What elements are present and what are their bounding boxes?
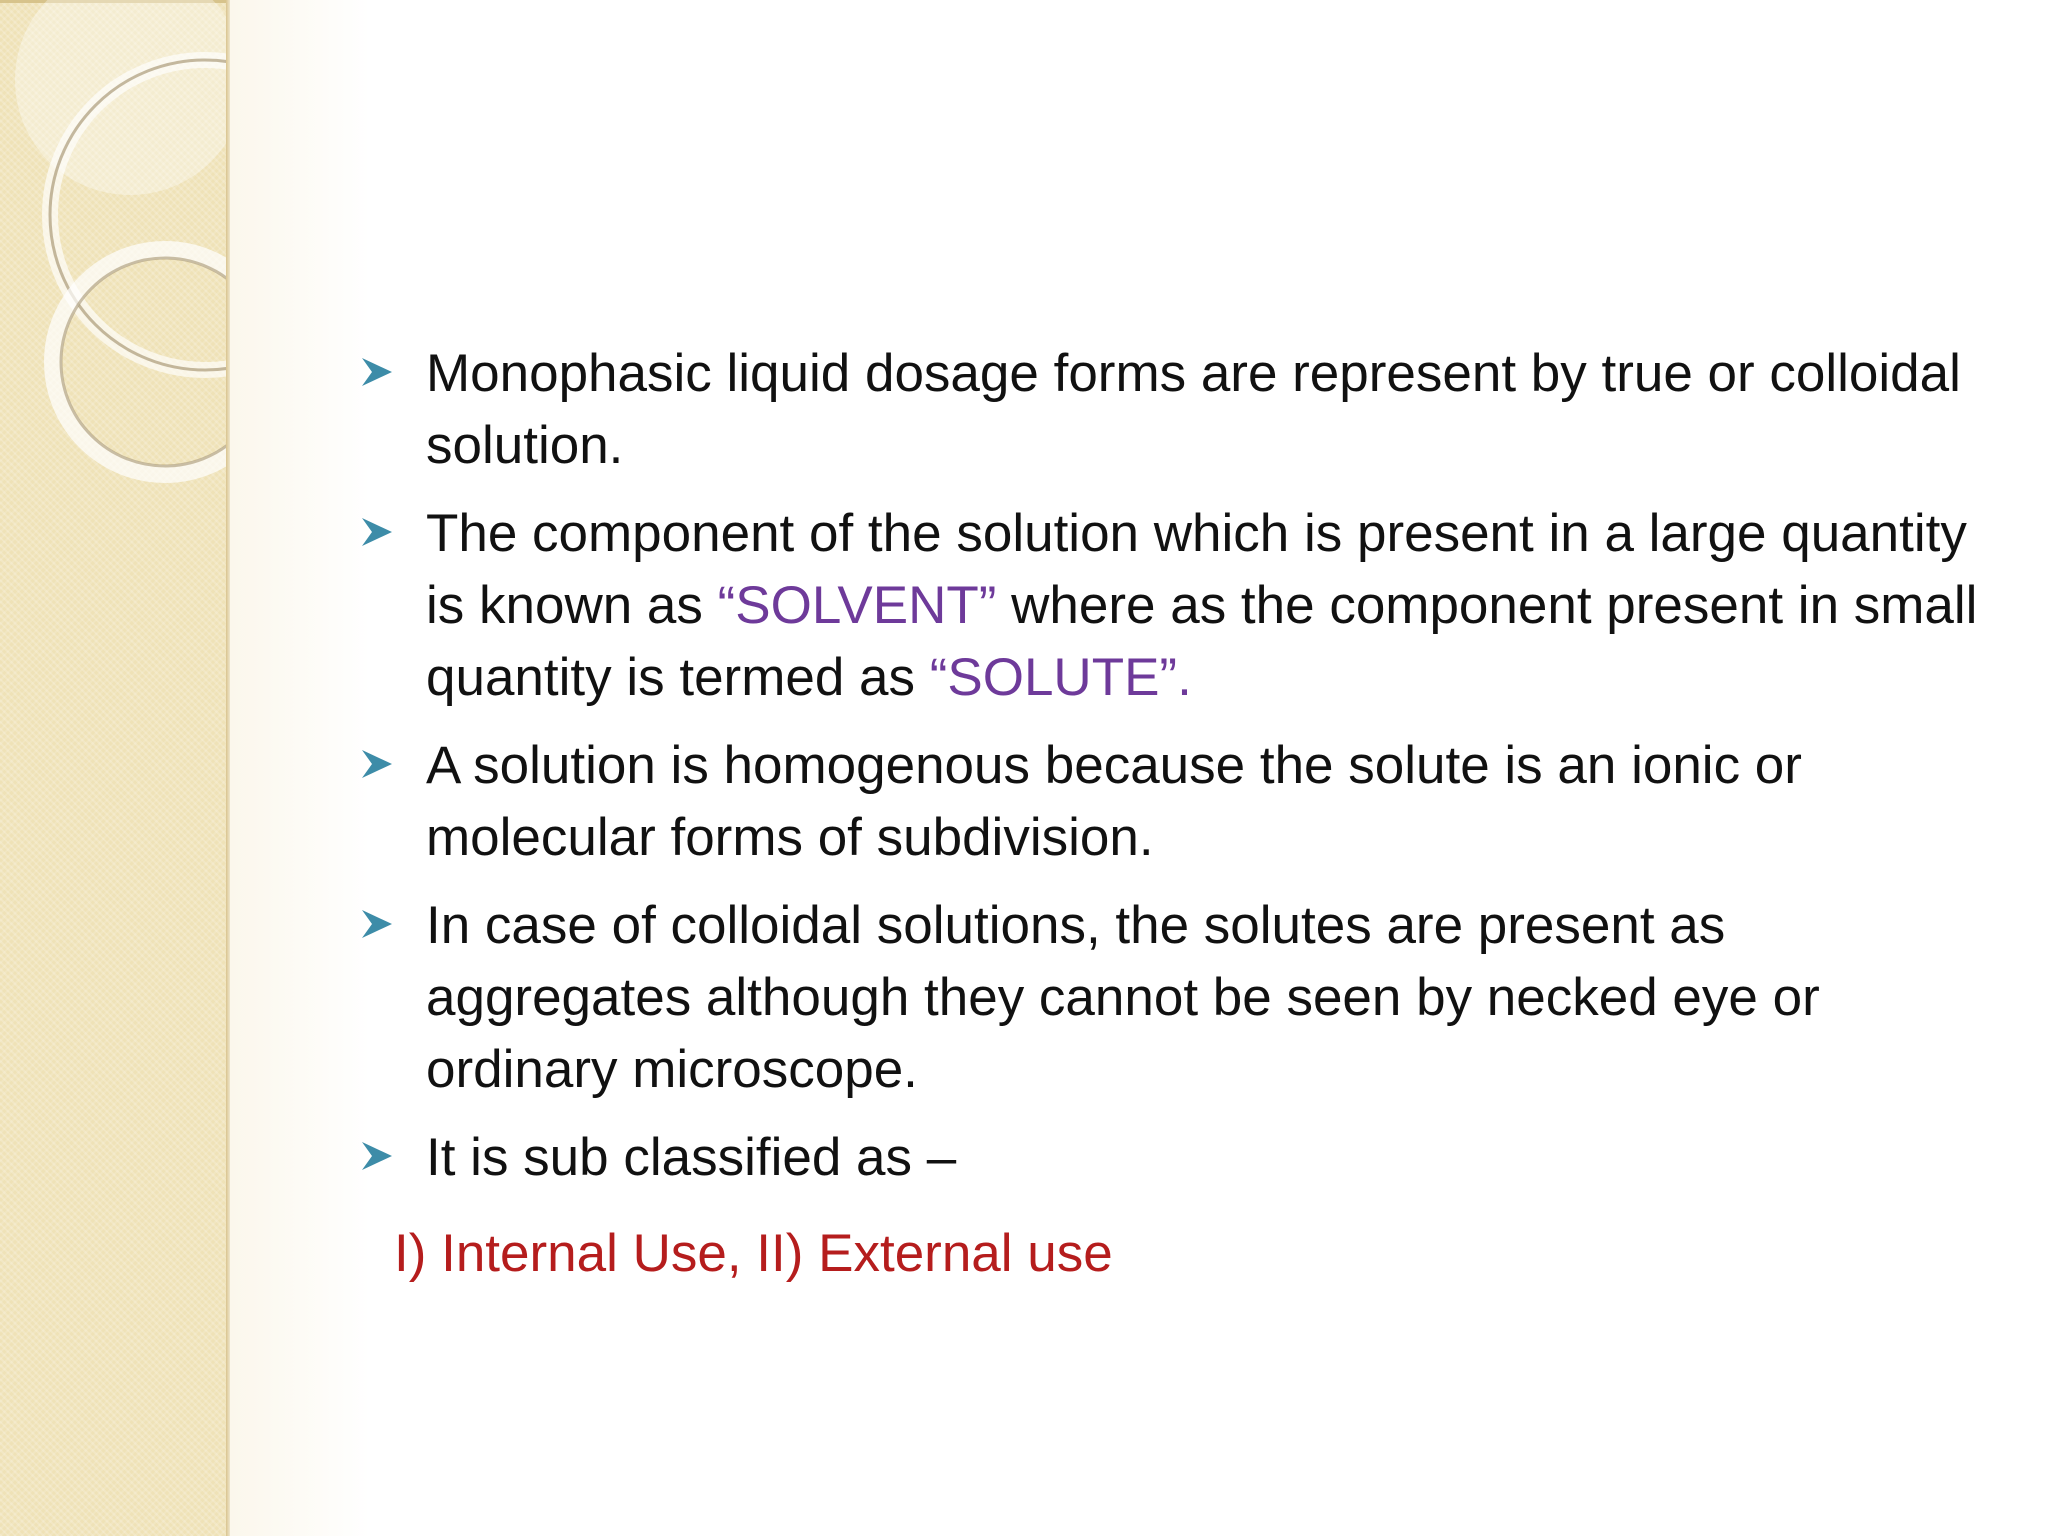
arrow-bullet-icon — [360, 1138, 396, 1174]
decorative-rings-icon — [0, 0, 228, 520]
bullet-item — [360, 498, 2000, 714]
solute-highlight: “SOLUTE”. — [929, 648, 1192, 707]
arrow-bullet-icon — [360, 746, 396, 782]
bullet-item — [360, 730, 2000, 874]
bullet-text: Monophasic liquid dosage forms are represent by true or colloidal solution. — [426, 344, 1961, 475]
arrow-bullet-icon — [360, 514, 396, 550]
bullet-list — [360, 338, 2000, 1210]
bullet-item — [360, 890, 2000, 1106]
bullet-item — [360, 338, 2000, 482]
bullet-text: The component of the solution which is present in a large quantity is known as — [426, 504, 1967, 635]
bullet-text: It is sub classified as – — [426, 1128, 957, 1187]
solvent-highlight: “SOLVENT” — [717, 576, 997, 635]
bullet-text-continued: where as the component present in small quantity is termed as — [426, 576, 1978, 707]
subclassification-text: I) Internal Use, II) External use — [394, 1224, 1113, 1283]
arrow-bullet-icon — [360, 354, 396, 390]
content-shadow — [230, 0, 370, 1536]
bullet-text: A solution is homogenous because the solute is an ionic or molecular forms of subdivision. — [426, 736, 1802, 867]
bullet-item — [360, 1122, 2000, 1194]
decorative-sidebar — [0, 0, 228, 1536]
arrow-bullet-icon — [360, 906, 396, 942]
bullet-text: In case of colloidal solutions, the solutes are present as aggregates although they cannot be seen by necked eye or ordinary microscope. — [426, 896, 1820, 1099]
